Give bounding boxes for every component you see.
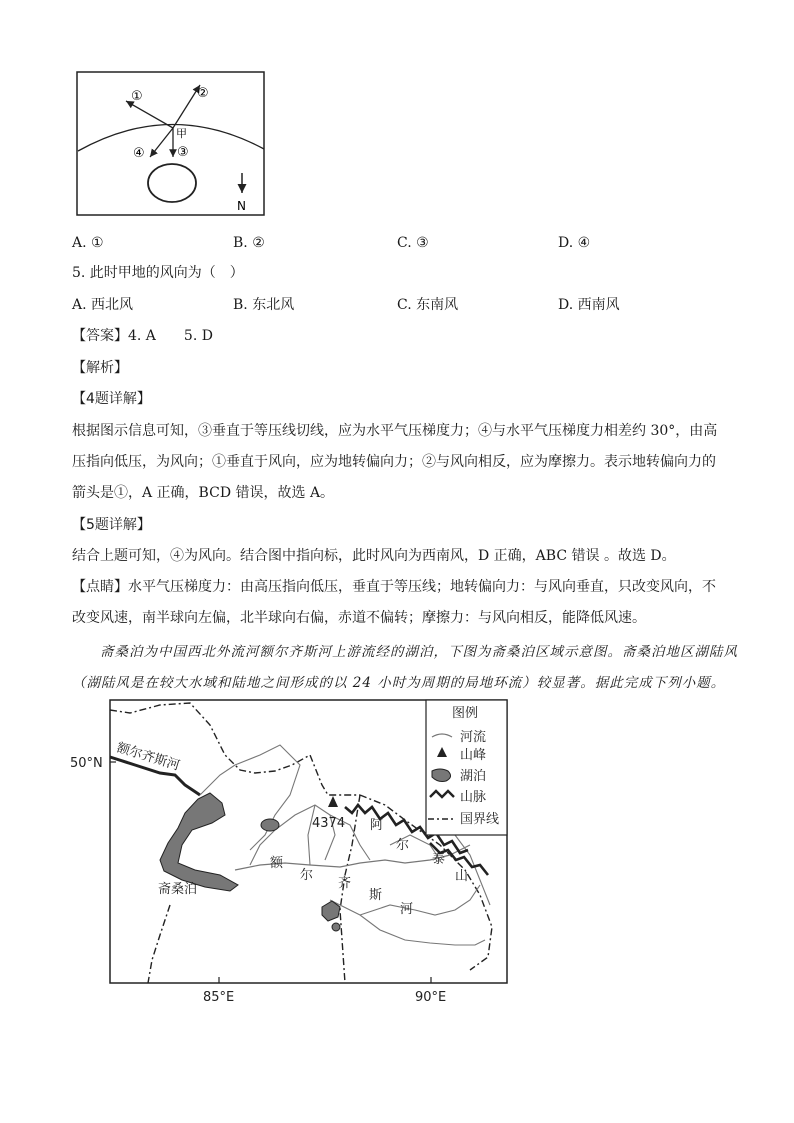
legend-border: 国界线 (460, 812, 500, 827)
analysis-tag: 【解析】 (72, 360, 128, 376)
q4-detail-line-2: 压指向低压，为风向；①垂直于风向，应为地转偏向力；②与风向相反，应为摩擦力。表示地转偏向力的 (72, 454, 716, 470)
q4-option-b: B. ② (233, 235, 265, 251)
range-char-1: 阿 (370, 818, 384, 833)
point-tag: 【点睛】 (72, 579, 128, 595)
river-char-4: 斯 (369, 888, 383, 903)
label-3: ③ (177, 145, 189, 160)
river-char-2: 尔 (300, 868, 314, 883)
q5-option-b: B. 东北风 (233, 297, 295, 313)
zaysan-map (60, 695, 520, 1010)
q4-option-d: D. ④ (558, 235, 591, 251)
lat-label: 50°N (70, 756, 103, 771)
q5-detail-tag: 【5题详解】 (72, 517, 151, 533)
legend-lake: 湖泊 (460, 769, 487, 784)
label-4: ④ (133, 146, 145, 161)
river-char-5: 河 (400, 902, 414, 917)
legend-river: 河流 (460, 730, 487, 745)
q5-detail-line-1: 结合上题可知，④为风向。结合图中指向标，此时风向为西南风，D 正确，ABC 错误 。故选 D。 (72, 548, 676, 564)
range-char-2: 尔 (396, 838, 410, 853)
lake-small-1 (261, 819, 279, 831)
lake-label: 斋桑泊 (158, 882, 198, 897)
point-text-1: 水平气压梯度力：由高压指向低压，垂直于等压线；地转偏向力：与风向垂直，只改变风向，不 (128, 579, 716, 595)
legend-title: 图例 (452, 706, 479, 721)
lake-small-3 (332, 923, 340, 931)
point-line-2: 改变风速，南半球向左偏，北半球向右偏，赤道不偏转；摩擦力：与风向相反，能降低风速。 (72, 610, 646, 626)
answer-text: 4. A 5. D (128, 328, 213, 344)
river-char-3: 齐 (338, 876, 352, 891)
peak-elevation: 4374 (312, 816, 346, 831)
range-char-4: 山 (455, 869, 469, 884)
legend-lake-icon (432, 769, 451, 782)
label-jia: 甲 (176, 127, 187, 140)
river-label: 额尔齐斯河 (114, 740, 182, 774)
legend-range: 山脉 (460, 790, 487, 805)
q4-detail-line-3: 箭头是①，A 正确，BCD 错误，故选 A。 (72, 485, 335, 501)
point-line-1 (72, 577, 716, 597)
legend-peak: 山峰 (460, 748, 487, 763)
answer-tag: 【答案】 (72, 328, 128, 344)
intro-line-2: （湖陆风是在较大水域和陆地之间形成的以 24 小时为周期的局地环流）较显著。据此完成下列小题。 (72, 675, 726, 691)
q4-detail-line-1: 根据图示信息可知，③垂直于等压线切线，应为水平气压梯度力；④与水平气压梯度力相差约 30°，由高 (72, 423, 718, 439)
q4-detail-tag: 【4题详解】 (72, 391, 151, 407)
force-diagram (76, 71, 266, 217)
answer-line (72, 326, 213, 346)
q5-stem: 5. 此时甲地的风向为（ ） (72, 265, 244, 281)
diagram-frame (77, 72, 264, 215)
q5-option-a: A. 西北风 (72, 297, 134, 313)
river-char-1: 额 (270, 856, 284, 871)
range-char-3: 泰 (432, 852, 446, 867)
label-1: ① (131, 89, 143, 104)
intro-line-1: 斋桑泊为中国西北外流河额尔齐斯河上游流经的湖泊，下图为斋桑泊区域示意图。斋桑泊地区湖陆风 (100, 644, 738, 660)
lon-label-85: 85°E (203, 990, 235, 1005)
label-2: ② (197, 86, 209, 101)
q5-option-c: C. 东南风 (397, 297, 459, 313)
q4-option-c: C. ③ (397, 235, 429, 251)
q5-option-d: D. 西南风 (558, 297, 620, 313)
lon-label-90: 90°E (415, 990, 447, 1005)
q4-option-a: A. ① (72, 235, 104, 251)
north-label: N (237, 199, 246, 213)
